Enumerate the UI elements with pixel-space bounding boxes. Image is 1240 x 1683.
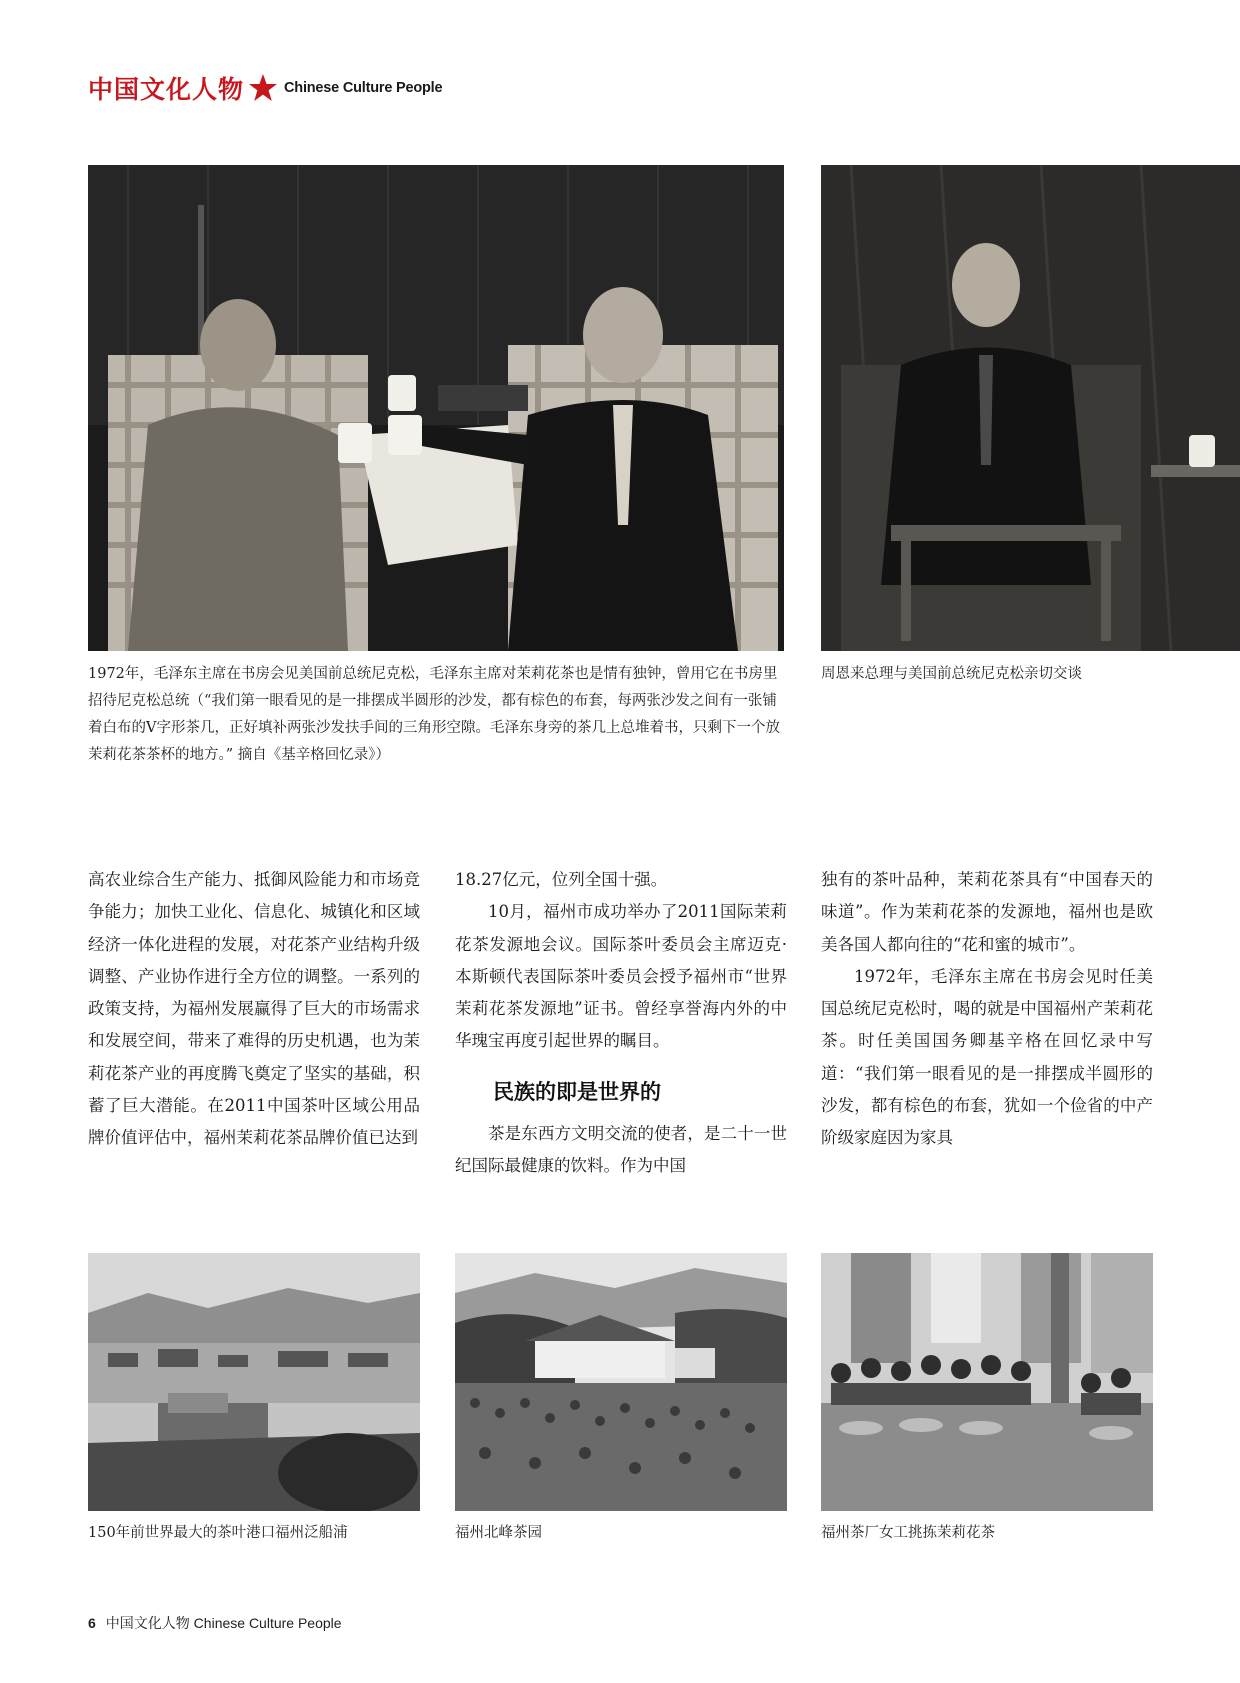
article-paragraph: 1972年，毛泽东主席在书房会见时任美国总统尼克松时，喝的就是中国福州产茉莉花茶。时任美国国务卿基辛格在回忆录中写道：“我们第一眼看见的是一排摆成半圆形的沙发，都有棕色的布套，犹如一个俭省的中产阶级家庭因为家具 [821, 966, 1153, 1148]
caption-garden: 福州北峰茶园 [455, 1525, 542, 1541]
photo-fuzhou-port [88, 1253, 420, 1511]
footer-text: 中国文化人物 Chinese Culture People [105, 1615, 342, 1631]
caption-mao-nixon: 1972年，毛泽东主席在书房会见美国前总统尼克松，毛泽东主席对茉莉花茶也是情有独钟，曾用它在书房里招待尼克松总统（“我们第一眼看见的是一排摆成半圆形的沙发，都有棕色的布套，每两张沙发之间有一张铺着白布的V字形茶几，正好填补两张沙发扶手间的三角形空隙。毛泽东身旁的茶几上总堆着书，只剩下一个放茉莉花茶茶杯的地方。” 摘自《基辛格回忆录》） [88, 666, 780, 763]
caption-zhou-nixon: 周恩来总理与美国前总统尼克松亲切交谈 [821, 666, 1082, 682]
caption-factory: 福州茶厂女工挑拣茉莉花茶 [821, 1525, 995, 1541]
article-paragraph: 18.27亿元，位列全国十强。 [455, 870, 668, 889]
photo-nixon-seated [821, 165, 1240, 651]
photo-tea-factory [821, 1253, 1153, 1511]
article-paragraph: 10月，福州市成功举办了2011国际茉莉花茶发源地会议。国际茶叶委员会主席迈克·本斯顿代表国际茶叶委员会授予福州市“世界茉莉花茶发源地”证书。曾经享誉海内外的中华瑰宝再度引起世界的瞩目。 [455, 902, 787, 1051]
red-star-icon [248, 73, 278, 103]
article-paragraph: 茶是东西方文明交流的使者，是二十一世纪国际最健康的饮料。作为中国 [455, 1123, 787, 1176]
article-column-2 [455, 864, 787, 1182]
article-column-3 [821, 864, 1153, 1155]
caption-port: 150年前世界最大的茶叶港口福州泛船浦 [88, 1525, 348, 1541]
photo-mao-nixon [88, 165, 784, 651]
page-footer [88, 1613, 342, 1633]
article-column-1 [88, 864, 420, 1155]
section-heading: 民族的即是世界的 [493, 1079, 661, 1104]
article-paragraph: 独有的茶叶品种，茉莉花茶具有“中国春天的味道”。作为茉莉花茶的发源地，福州也是欧美各国人都向往的“花和蜜的城市”。 [821, 870, 1153, 954]
page-number: 6 [88, 1615, 96, 1631]
logo-cn: 中国文化人物 [88, 75, 245, 104]
article-paragraph: 高农业综合生产能力、抵御风险能力和市场竞争能力；加快工业化、信息化、城镇化和区域经济一体化进程的发展，对花茶产业结构升级调整、产业协作进行全方位的调整。一系列的政策支持，为福州发展赢得了巨大的市场需求和发展空间，带来了难得的历史机遇，也为茉莉花茶产业的再度腾飞奠定了坚实的基础，积蓄了巨大潜能。在2011中国茶叶区域公用品牌价值评估中，福州茉莉花茶品牌价值已达到 [88, 870, 420, 1148]
photo-beifeng-garden [455, 1253, 787, 1511]
masthead [88, 68, 442, 108]
logo-en: Chinese Culture People [284, 80, 443, 96]
